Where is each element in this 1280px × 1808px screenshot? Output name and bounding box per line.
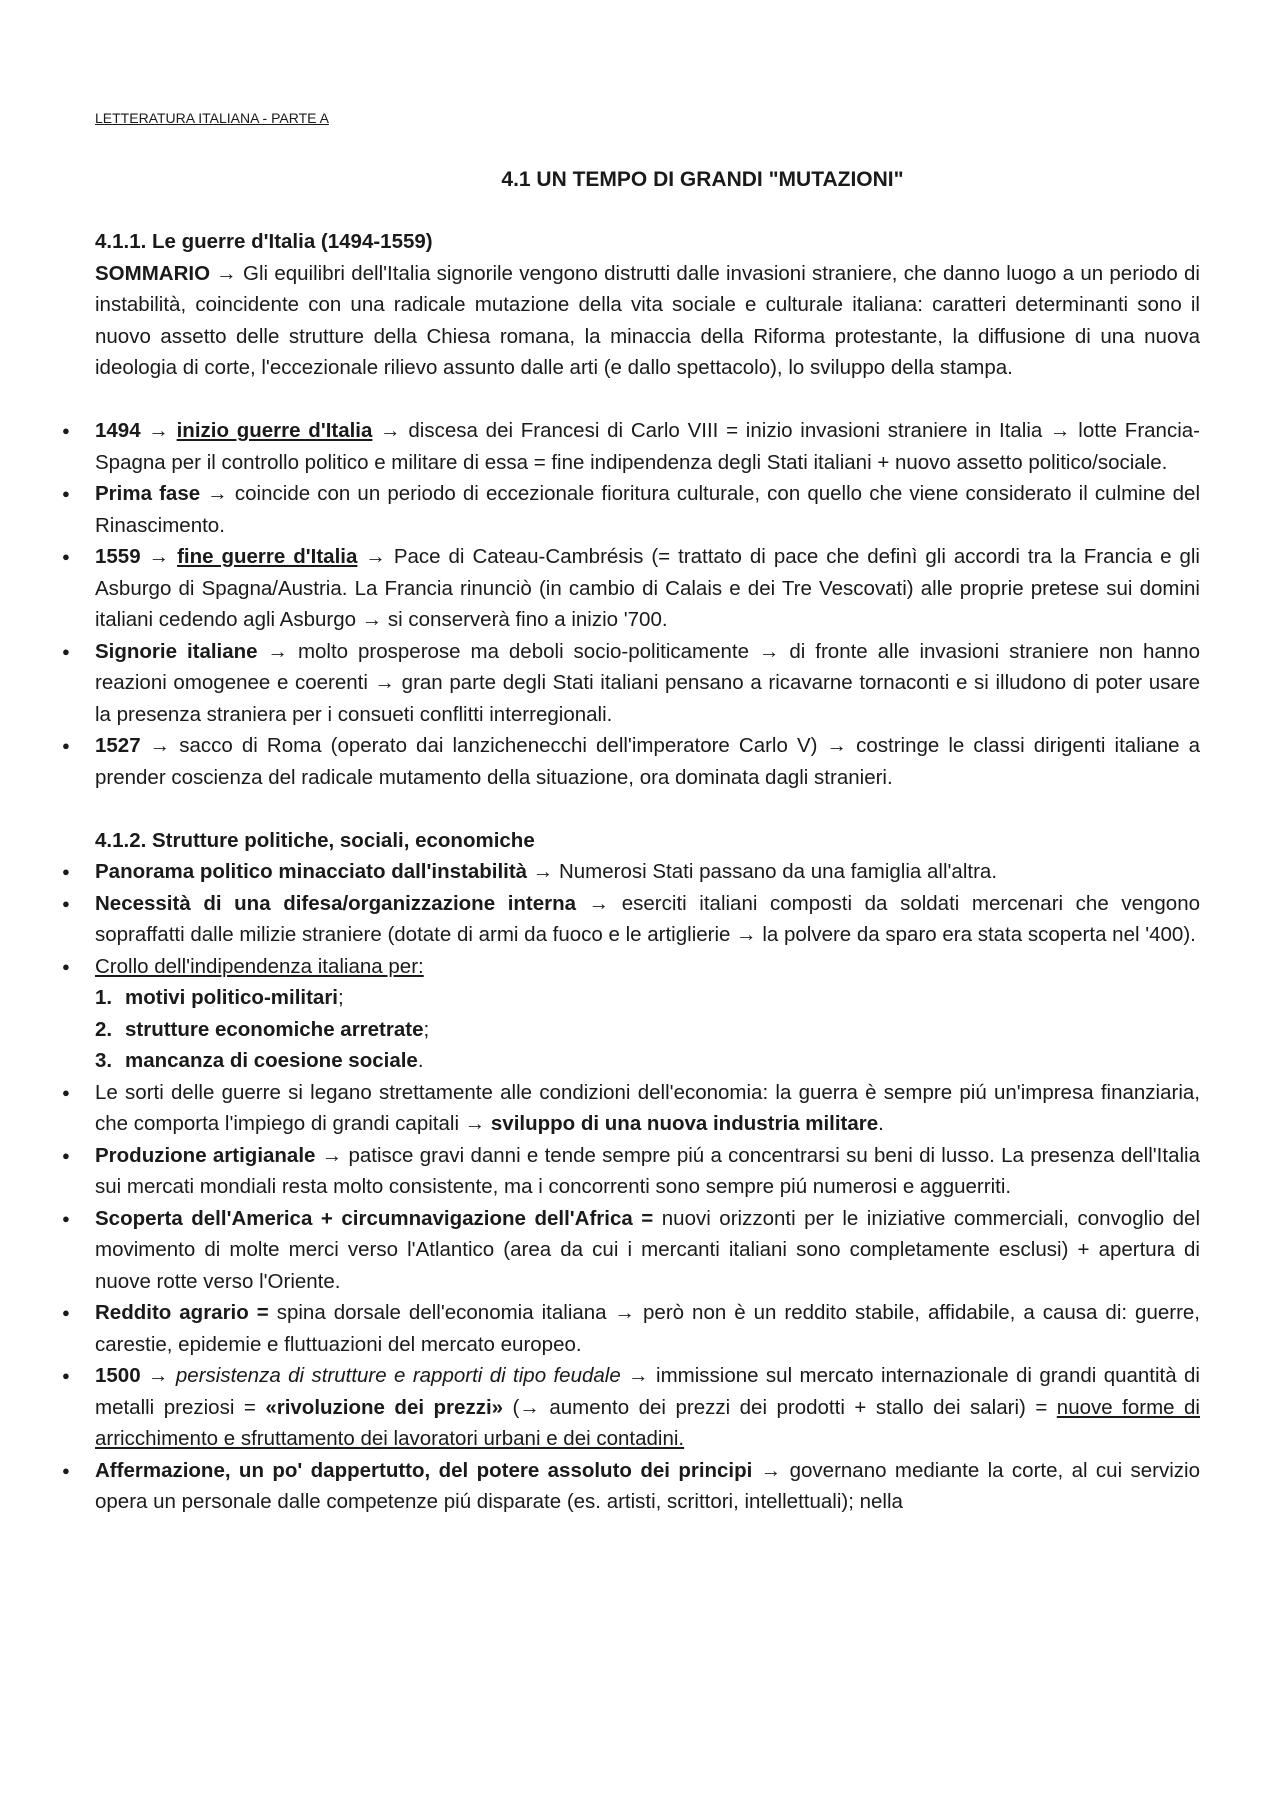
list-item bbox=[95, 1203, 1200, 1298]
bullet-underlined: nuove forme di arricchimento e sfruttamento dei lavoratori urbani e dei contadini. bbox=[95, 1395, 1200, 1450]
bullet-underlined: fine guerre d'Italia bbox=[177, 545, 358, 568]
list-item bbox=[95, 415, 1200, 478]
bullet-lead: Signorie italiane bbox=[95, 639, 258, 663]
bullet-lead: 1559 → bbox=[95, 545, 178, 568]
list-item bbox=[95, 1140, 1200, 1203]
bullet-italic: persistenza di strutture e rapporti di tipo feudale bbox=[175, 1364, 621, 1387]
summary-text: Gli equilibri dell'Italia signorile vengono distrutti dalle invasioni straniere, che danno luogo a un periodo di instabilità, coincidente con una radicale mutazione della vita sociale e culturale italiana: caratteri determinanti sono il nuovo assetto delle strutture della Chiesa romana, la minaccia della Riforma protestante, la diffusione di una nuova ideologia di corte, l'eccezionale rilievo assunto dalle arti (e dallo spettacolo), lo sviluppo della stampa. bbox=[95, 261, 1200, 379]
bullet-text: → eserciti italiani composti da soldati mercenari che vengono sopraffatti dalle milizie straniere (dotate di armi da fuoco e le artiglierie → la polvere da sparo era stata scoperta nel '400). bbox=[95, 891, 1200, 946]
bullet-text: → Numerosi Stati passano da una famiglia all'altra. bbox=[527, 860, 998, 883]
bullet-lead: 1500 bbox=[95, 1364, 141, 1387]
list-item bbox=[95, 730, 1200, 793]
summary-label: SOMMARIO bbox=[95, 261, 211, 285]
item-number: 3. bbox=[95, 1049, 113, 1072]
summary-paragraph bbox=[95, 258, 1200, 384]
bullet-text: → immissione sul mercato internazionale di grandi quantità di metalli preziosi = bbox=[95, 1364, 1200, 1419]
bullet-text: → sacco di Roma (operato dai lanzichenecchi dell'imperatore Carlo V) → costringe le classi dirigenti italiane a prender coscienza del radicale mutamento della situazione, ora dominata dagli stranieri. bbox=[95, 734, 1200, 789]
numbered-item bbox=[95, 1014, 1200, 1046]
list-item bbox=[95, 478, 1200, 541]
list-item bbox=[95, 856, 1200, 888]
bullet-lead: 1494 → bbox=[95, 419, 177, 442]
list-item bbox=[95, 1297, 1200, 1360]
section-heading-4-1-2: 4.1.2. Strutture politiche, sociali, economiche bbox=[95, 828, 535, 852]
bullet-punct: . bbox=[878, 1112, 884, 1135]
item-number: 2. bbox=[95, 1017, 113, 1041]
list-item bbox=[95, 541, 1200, 636]
spacer bbox=[95, 793, 1200, 825]
bullet-lead: Necessità di una difesa/organizzazione interna bbox=[95, 891, 577, 915]
item-label: mancanza di coesione sociale bbox=[125, 1049, 418, 1072]
item-number: 1. bbox=[95, 986, 113, 1009]
bullet-arrow: → bbox=[140, 1364, 176, 1387]
list-item bbox=[95, 636, 1200, 731]
spacer bbox=[95, 384, 1200, 416]
item-punct: . bbox=[417, 1049, 424, 1072]
bullet-text: (→ aumento dei prezzi dei prodotti + stallo dei salari) = bbox=[503, 1395, 1057, 1419]
bullet-text: → coincide con un periodo di eccezionale fioritura culturale, con quello che viene considerato il culmine del Rinascimento. bbox=[95, 482, 1201, 537]
bullet-underlined: Crollo dell'indipendenza italiana per: bbox=[95, 954, 424, 978]
bullet-text: → patisce gravi danni e tende sempre piú a concentrarsi su beni di lusso. La presenza dell'Italia sui mercati mondiali resta molto consistente, ma i concorrenti sono sempre piú numerosi e agguerriti. bbox=[95, 1143, 1200, 1198]
list-item bbox=[95, 1077, 1200, 1140]
numbered-sublist bbox=[95, 982, 1200, 1077]
list-item bbox=[95, 951, 1200, 1077]
item-label: strutture economiche arretrate bbox=[125, 1017, 424, 1041]
bullet-lead: 1527 bbox=[95, 734, 141, 757]
bullet-list-section-1 bbox=[95, 415, 1200, 793]
chapter-title: 4.1 UN TEMPO DI GRANDI "MUTAZIONI" bbox=[501, 168, 904, 191]
bullet-lead: Prima fase bbox=[95, 482, 201, 505]
bullet-lead: Reddito agrario = bbox=[95, 1301, 269, 1324]
summary-arrow: → bbox=[210, 261, 244, 285]
bullet-text: spina dorsale dell'economia italiana → però non è un reddito stabile, affidabile, a causa di: guerre, carestie, epidemie e fluttuazioni del mercato europeo. bbox=[95, 1301, 1201, 1356]
bullet-underlined: inizio guerre d'Italia bbox=[176, 419, 373, 442]
bullet-bold: sviluppo di una nuova industria militare bbox=[490, 1112, 879, 1135]
bullet-text: → molto prosperose ma deboli socio-politicamente → di fronte alle invasioni straniere non hanno reazioni omogenee e coerenti → gran parte degli Stati italiani pensano a ricavarne tornaconti e si illudono di poter usare la presenza straniera per i consueti conflitti interregionali. bbox=[95, 639, 1200, 726]
bullet-text: Le sorti delle guerre si legano strettamente alle condizioni dell'economia: la guerra è sempre piú un'impresa finanziaria, che comporta l'impiego di grandi capitali → bbox=[95, 1080, 1200, 1135]
bullet-lead: Panorama politico minacciato dall'instabilità bbox=[95, 860, 528, 883]
bullet-list-section-2 bbox=[95, 856, 1200, 1518]
section-heading-4-1-1: 4.1.1. Le guerre d'Italia (1494-1559) bbox=[95, 230, 433, 253]
item-punct: ; bbox=[423, 1017, 430, 1041]
list-item bbox=[95, 888, 1200, 951]
numbered-item bbox=[95, 982, 1200, 1014]
bullet-lead: Scoperta dell'America + circumnavigazione dell'Africa = bbox=[95, 1206, 654, 1230]
bullet-text: nuovi orizzonti per le iniziative commerciali, convoglio del movimento di molte merci verso l'Atlantico (area da cui i mercanti italiani sono completamente esclusi) + apertura di nuove rotte verso l'Oriente. bbox=[95, 1206, 1200, 1293]
bullet-lead: Affermazione, un po' dappertutto, del potere assoluto dei principi bbox=[95, 1458, 753, 1482]
list-item bbox=[95, 1455, 1200, 1518]
bullet-text: → discesa dei Francesi di Carlo VIII = inizio invasioni straniere in Italia → lotte Francia-Spagna per il controllo politico e militare di essa = fine indipendenza degli Stati italiani + nuovo assetto politico/sociale. bbox=[95, 419, 1200, 474]
list-item bbox=[95, 1360, 1200, 1455]
numbered-item bbox=[95, 1045, 1200, 1077]
document-body bbox=[95, 226, 1200, 1518]
bullet-text: → governano mediante la corte, al cui servizio opera un personale dalle competenze piú disparate (es. artisti, scrittori, intellettuali); nella bbox=[95, 1458, 1200, 1513]
item-punct: ; bbox=[338, 986, 344, 1009]
course-header: LETTERATURA ITALIANA - PARTE A bbox=[95, 110, 329, 126]
bullet-bold: «rivoluzione dei prezzi» bbox=[265, 1395, 504, 1419]
bullet-text: → Pace di Cateau-Cambrésis (= trattato di pace che definì gli accordi tra la Francia e gli Asburgo di Spagna/Austria. La Francia rinunciò (in cambio di Calais e dei Tre Vescovati) alle proprie pretese sui domini italiani cedendo agli Asburgo → si conserverà fino a inizio '700. bbox=[95, 545, 1200, 631]
bullet-lead: Produzione artigianale bbox=[95, 1143, 316, 1167]
item-label: motivi politico-militari bbox=[125, 986, 338, 1009]
